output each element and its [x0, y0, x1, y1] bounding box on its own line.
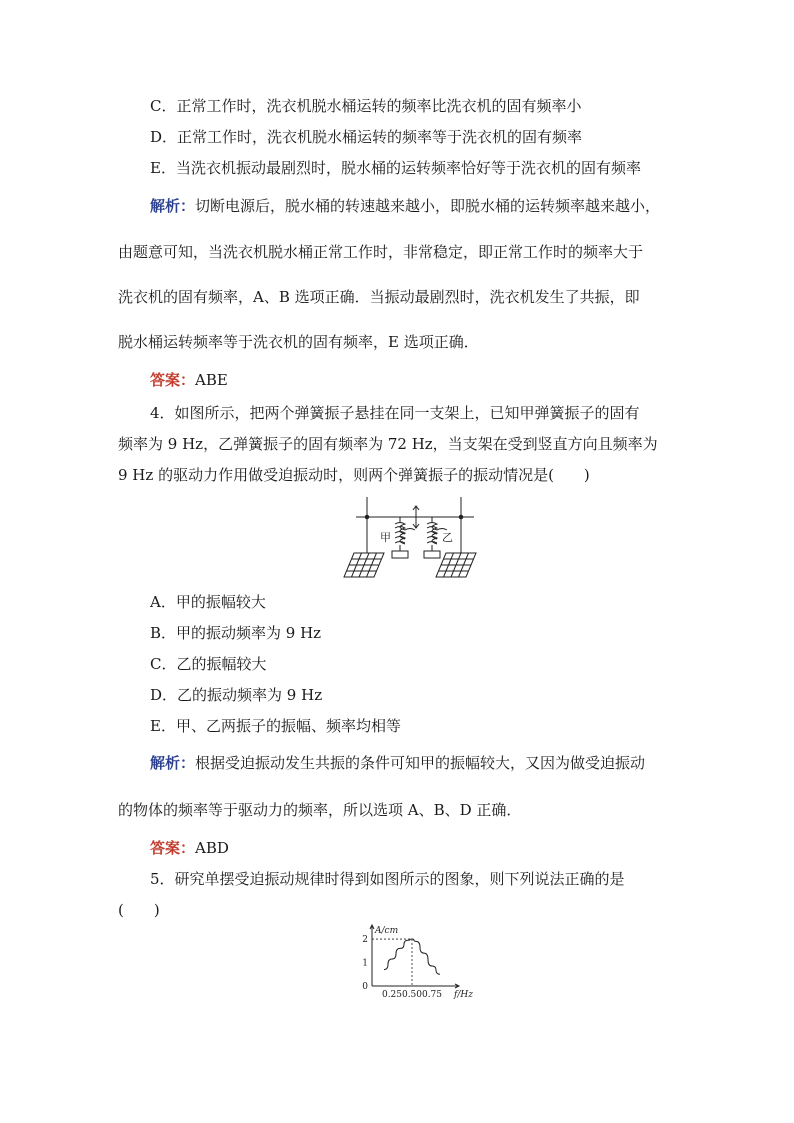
- q4-answer-label: 答案：: [150, 839, 196, 857]
- q4-answer: 答案：ABD: [150, 839, 229, 857]
- q4-stem-line-2: 频率为 9 Hz，乙弹簧振子的固有频率为 72 Hz，当支架在受到竖直方向且频率为: [118, 435, 658, 453]
- q4-explanation-line-1: 解析：根据受迫振动发生共振的条件可知甲的振幅较大，又因为做受迫振动: [150, 754, 646, 772]
- q5-stem-line-2: ( ): [118, 901, 160, 919]
- q4-option-e: E．甲、乙两振子的振幅、频率均相等: [150, 717, 401, 735]
- q3-answer-label: 答案：: [150, 371, 196, 389]
- figure-label-yi: 乙: [442, 531, 453, 544]
- q4-stem-line-3: 9 Hz 的驱动力作用做受迫振动时，则两个弹簧振子的振动情况是( ): [118, 466, 590, 484]
- ground-grid-right: [436, 553, 476, 577]
- y-tick-label: 1: [362, 958, 368, 969]
- mass-left: [392, 551, 408, 558]
- q3-explanation-line-3: 洗衣机的固有频率，A、B 选项正确．当振动最剧烈时，洗衣机发生了共振，即: [118, 288, 640, 306]
- y-tick-label: 0: [362, 982, 368, 992]
- x-axis-label: f/Hz: [454, 990, 473, 1000]
- q3-option-c: C．正常工作时，洗衣机脱水桶运转的频率比洗衣机的固有频率小: [150, 97, 582, 115]
- q3-option-e: E．当洗衣机振动最剧烈时，脱水桶的运转频率恰好等于洗衣机的固有频率: [150, 159, 641, 177]
- q4-stem-line-1: 4．如图所示，把两个弹簧振子悬挂在同一支架上，已知甲弹簧振子的固有: [150, 404, 640, 422]
- q4-explanation-label: 解析：: [150, 754, 196, 772]
- spring-oscillator-figure: [340, 495, 490, 585]
- x-tick-label: 0.75: [421, 990, 443, 1000]
- x-tick-label: 0.50: [401, 990, 423, 1000]
- y-tick-label: 2: [362, 935, 368, 946]
- spring-left: [395, 523, 415, 545]
- resonance-curve-chart: [348, 922, 478, 1004]
- ground-grid-left: [344, 553, 384, 577]
- q3-explanation-line-4: 脱水桶运转频率等于洗衣机的固有频率，E 选项正确．: [118, 333, 479, 351]
- q4-option-c: C．乙的振幅较大: [150, 655, 267, 673]
- q4-option-b: B．甲的振动频率为 9 Hz: [150, 624, 322, 642]
- q4-explanation-line-2: 的物体的频率等于驱动力的频率，所以选项 A、B、D 正确．: [118, 801, 522, 819]
- q3-explanation-label: 解析：: [150, 197, 196, 215]
- x-tick-label: 0.25: [381, 990, 403, 1000]
- q3-explanation-line-1: 解析：切断电源后，脱水桶的转速越来越小，即脱水桶的运转频率越来越小，: [150, 197, 661, 215]
- q4-option-d: D．乙的振动频率为 9 Hz: [150, 686, 323, 704]
- q4-option-a: A．甲的振幅较大: [150, 593, 266, 611]
- q3-explanation-line-2: 由题意可知，当洗衣机脱水桶正常工作时，非常稳定，即正常工作时的频率大于: [118, 243, 644, 261]
- q3-answer: 答案：ABE: [150, 371, 228, 389]
- y-axis-label: A/cm: [375, 926, 399, 936]
- mass-right: [424, 551, 440, 558]
- figure-label-jia: 甲: [380, 531, 391, 544]
- q5-stem-line-1: 5．研究单摆受迫振动规律时得到如图所示的图象，则下列说法正确的是: [150, 870, 625, 888]
- q3-option-d: D．正常工作时，洗衣机脱水桶运转的频率等于洗衣机的固有频率: [150, 128, 583, 146]
